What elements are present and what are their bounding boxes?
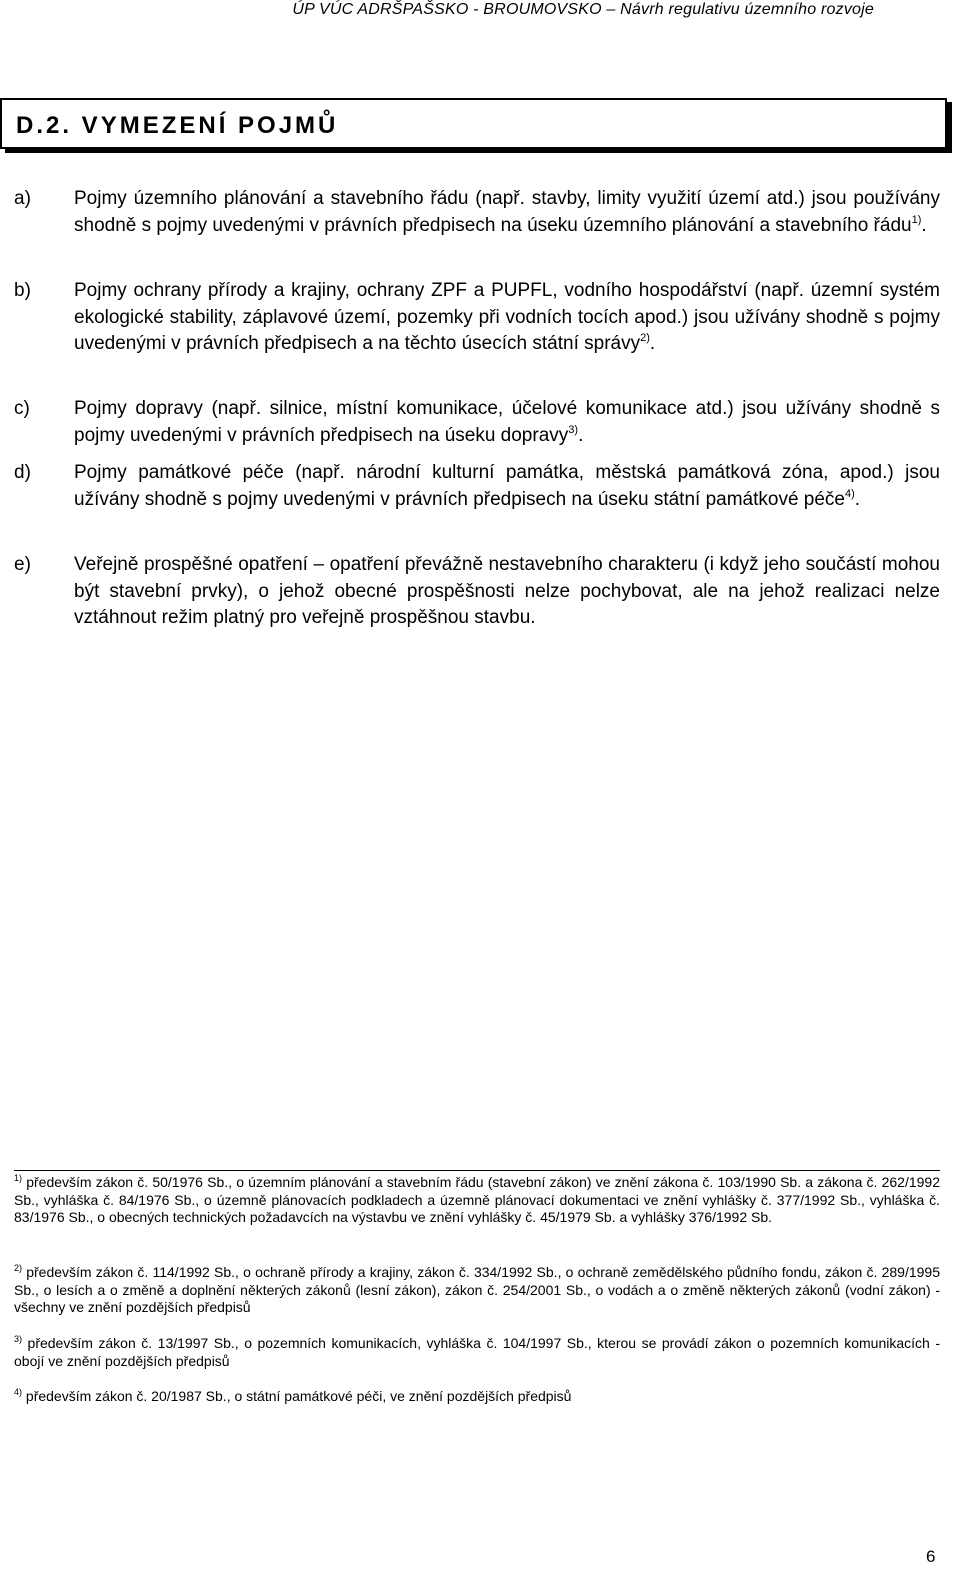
- footnote-4: [14, 1388, 940, 1406]
- section-heading-box: [0, 98, 947, 149]
- footnote-text: především zákon č. 20/1987 Sb., o státní památkové péči, ve znění pozdějších předpisů: [25, 1388, 572, 1404]
- item-text: Pojmy dopravy (např. silnice, místní komunikace, účelové komunikace atd.) jsou užívány shodně s pojmy uvedenými v právních předpisech na úseku dopravy: [74, 398, 940, 446]
- definition-item-e: [14, 552, 940, 632]
- item-text-end: .: [921, 214, 927, 236]
- footnote-reference: 1): [911, 213, 922, 226]
- footnote-separator: [14, 1170, 940, 1171]
- item-text-container: [74, 278, 940, 358]
- definition-item-b: [14, 278, 940, 358]
- footnote-2: [14, 1264, 940, 1317]
- footnote-text: především zákon č. 50/1976 Sb., o územním plánování a stavebním řádu (stavební zákon) ve znění zákona č. 103/1990 Sb. a zákona č. 262/1992 Sb., vyhláška č. 84/1976 Sb., o územně plánovacích podkladech a územně plánovací dokumentaci ve znění vyhlášky č. 377/1992 Sb., vyhláška č. 83/1976 Sb., o obecných technických požadavcích na výstavbu ve znění vyhlášky č. 45/1979 Sb. a vyhlášky 376/1992 Sb.: [14, 1174, 941, 1225]
- definition-item-a: [14, 186, 940, 239]
- footnote-reference: 3): [568, 423, 579, 436]
- footnote-reference: 2): [640, 332, 650, 344]
- definition-item-d: [14, 460, 940, 513]
- footnote-mark: 4): [14, 1387, 23, 1397]
- item-text-container: [74, 552, 940, 632]
- item-marker: b): [14, 280, 31, 301]
- item-text: Veřejně prospěšné opatření – opatření převážně nestavebního charakteru (i když jeho součástí mohou být stavební prvky), o jehož obecné prospěšnosti nelze pochybovat, ale na jehož realizaci nelze vztáhnout režim platný pro veřejně prospěšnou stavbu.: [74, 554, 940, 628]
- item-marker: c): [14, 398, 30, 419]
- footnote-mark: 2): [14, 1263, 23, 1273]
- item-text: Pojmy památkové péče (např. národní kulturní památka, městská památková zóna, apod.) jsou užívány shodně s pojmy uvedenými v právních předpisech na úseku státní památkové péče: [74, 462, 940, 510]
- item-text: Pojmy územního plánování a stavebního řádu (např. stavby, limity využití území atd.) jsou používány shodně s pojmy uvedenými v právních předpisech na úseku územního plánování a stavebního řádu: [74, 188, 940, 236]
- running-header: ÚP VÚC ADRŠPAŠSKO - BROUMOVSKO – Návrh regulativu územního rozvoje: [292, 1, 874, 18]
- footnote-mark: 1): [14, 1173, 23, 1183]
- section-title: D.2. VYMEZENÍ POJMŮ: [16, 112, 339, 139]
- footnote-text: především zákon č. 13/1997 Sb., o pozemních komunikacích, vyhláška č. 104/1997 Sb., kterou se provádí zákon o pozemních komunikacích - obojí ve znění pozdějších předpisů: [14, 1335, 941, 1369]
- item-marker: a): [14, 188, 31, 209]
- item-marker: e): [14, 554, 31, 575]
- footnote-1: [14, 1174, 940, 1227]
- footnote-3: [14, 1335, 940, 1370]
- item-text: Pojmy ochrany přírody a krajiny, ochrany ZPF a PUPFL, vodního hospodářství (např. územní systém ekologické stability, záplavové území, pozemky při vodních tocích apod.) jsou užívány shodně s pojmy uvedenými v právních předpisech a na těchto úsecích státní správy: [74, 280, 940, 354]
- item-text-end: .: [854, 488, 861, 510]
- item-text-container: [74, 186, 940, 239]
- item-marker: d): [14, 462, 31, 483]
- item-text-end: .: [649, 333, 656, 354]
- page-number: 6: [926, 1547, 936, 1566]
- footnote-text: především zákon č. 114/1992 Sb., o ochraně přírody a krajiny, zákon č. 334/1992 Sb., o ochraně zemědělského půdního fondu, zákon č. 289/1995 Sb., o lesích a o změně a doplnění některých zákonů (lesní zákon), zákon č. 254/2001 Sb., o vodách a o změně některých zákonů (vodní zákon) - všechny ve znění pozdějších předpisů: [14, 1264, 940, 1315]
- definition-item-c: [14, 396, 940, 449]
- item-text-end: .: [578, 424, 584, 446]
- item-text-container: [74, 396, 940, 449]
- item-text-container: [74, 460, 940, 513]
- footnote-reference: 4): [845, 487, 855, 500]
- footnote-mark: 3): [14, 1334, 23, 1344]
